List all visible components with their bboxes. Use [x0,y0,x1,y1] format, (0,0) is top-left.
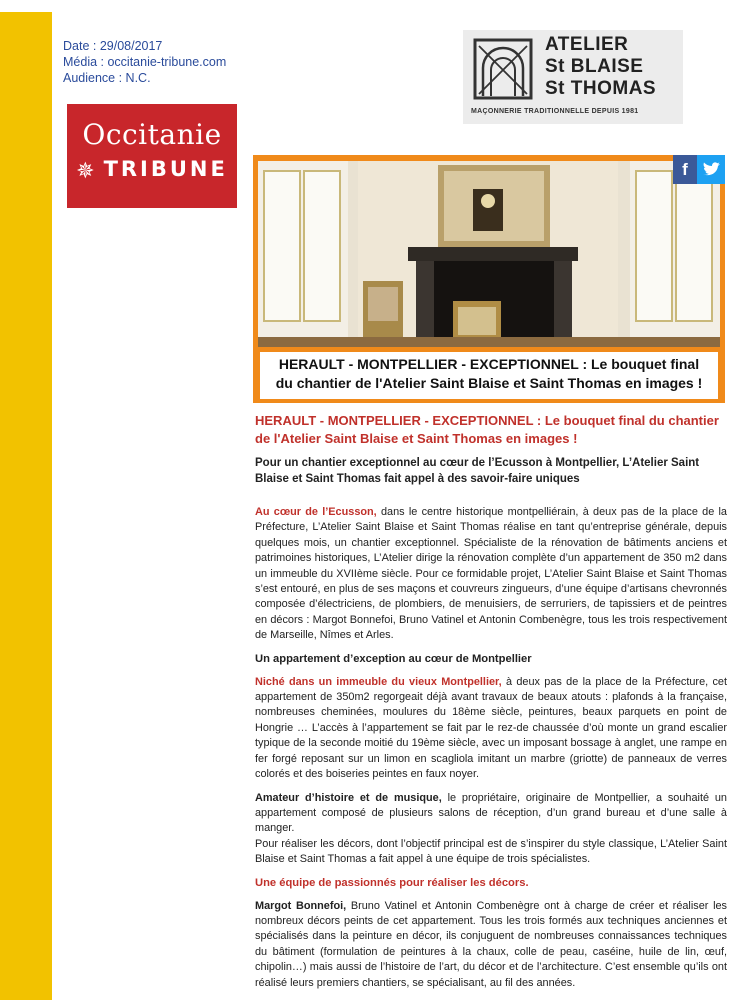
paragraph-2-text: à deux pas de la place de la Préfecture, cet appartement de 350m2 regorgeait déjà avant travaux de beaux atouts : plafonds à la française, nombreuses cheminées, moulures du 18ème siècle, peintures, beaux parquets en point de Hongrie … L’accès à l’appartement se fait par le rez-de chaussée d’où monte un grand escalier typique de la seconde moitié du 19ème siècle, avec un imposant bossage à anglet, une rampe en fer forgé reposant sur un limon en scagliola imitant un marbre (griotte) de panneaux de verres colorés et des boiseries peintes en faux noyer. [255,675,727,781]
meta-media: Média : occitanie-tribune.com [63,55,227,69]
paragraph-4-bold: Margot Bonnefoi, [255,899,347,912]
occitan-cross-icon: ✵ [76,159,98,184]
logo-occitanie-word: Occitanie [82,118,222,151]
paragraph-4 [255,899,727,991]
paragraph-3b: Pour réaliser les décors, dont l’objectif principal est de s’inspirer du style classique, L’Atelier Saint Blaise et Saint Thomas a fait appel à une équipe de trois spécialistes. [255,837,727,866]
atelier-name-2: St BLAISE [545,56,644,77]
twitter-icon[interactable] [697,155,725,184]
paragraph-1 [255,505,727,644]
logo-tribune-word: TRIBUNE [103,157,228,181]
hero-photo [258,161,720,347]
paragraph-1-highlight: Au cœur de l’Ecusson, [255,506,377,518]
paragraph-2 [255,675,727,783]
atelier-name-3: St THOMAS [545,78,657,99]
twitter-bird-icon [697,155,725,184]
paragraph-3 [255,791,727,837]
atelier-logo [463,30,683,124]
article-lead: Pour un chantier exceptionnel au cœur de l’Ecusson à Montpellier, L’Atelier Saint Blaise et Saint Thomas fait appel à des savoir-faire uniques [255,457,700,485]
article-body [255,412,727,999]
atelier-emblem-icon [473,38,533,100]
hero-caption [260,352,718,399]
subheading-1: Un appartement d’exception au cœur de Montpellier [255,652,532,665]
atelier-tagline: MAÇONNERIE TRADITIONNELLE DEPUIS 1981 [471,108,639,115]
social-share [673,155,725,184]
facebook-icon[interactable]: f [673,155,697,184]
paragraph-1-text: dans le centre historique montpelliérain, à deux pas de la place de la Préfecture, L’Atelier Saint Blaise et Saint Thomas réalise en tant qu’entreprise générale, depuis quelques mois, un chantier exceptionnel. Spécialiste de la rénovation de bâtiments anciens et patrimoines historiques, L’Atelier dirige la rénovation complète d’un appartement de 350 m2 dans un immeuble du XVIIème siècle. Pour ce formidable projet, L’Atelier Saint Blaise et Saint Thomas s’est entouré, en plus de ses maçons et couvreurs zingueurs, d’une équipe d’artisans chevronnés composée d’électriciens, de plombiers, de menuisiers, de serruriers, de tapissiers et de peintres en décors : Margot Bonnefoi, Bruno Vatinel et Antonin Combenègre, tous les trois respectivement de Marseille, Nîmes et Arles. [255,506,727,642]
paragraph-3-bold: Amateur d’histoire et de musique, [255,791,442,804]
subheading-2: Une équipe de passionnés pour réaliser les décors. [255,876,529,889]
paragraph-3-text: le propriétaire, originaire de Montpellier, a souhaité un appartement composé de plusieurs salons de réception, d’un grand bureau et d’une salle à manger. [255,791,727,835]
meta-date: Date : 29/08/2017 [63,39,163,53]
press-meta [63,38,226,86]
hero-frame [253,155,725,403]
caption-line-2: du chantier de l'Atelier Saint Blaise et Saint Thomas en images ! [275,375,703,391]
meta-audience: Audience : N.C. [63,71,151,85]
occitanie-tribune-logo [67,104,237,208]
paragraph-2-highlight: Niché dans un immeuble du vieux Montpellier, [255,675,502,688]
article-headline: HERAULT - MONTPELLIER - EXCEPTIONNEL : Le bouquet final du chantier de l'Atelier Saint Blaise et Saint Thomas en images ! [255,413,719,446]
caption-line-1: HERAULT - MONTPELLIER - EXCEPTIONNEL : Le bouquet final [278,356,700,372]
atelier-name-1: ATELIER [545,34,629,55]
sidebar-stripe [0,12,52,1000]
paragraph-4-text: Bruno Vatinel et Antonin Combenègre ont à charge de créer et réaliser les nombreux décors peints de cet appartement. Tous les trois formés aux techniques anciennes et spécialisés dans la peinture en décor, ils conjuguent de nombreuses connaissances techniques du bâtiment (formulation de peintures à la chaux, colle de peau, caséine, huile de lin, œuf, chipolin…) mais aussi de l’histoire de l’art, du décor et de l’architecture. C’est ensemble qu’ils ont réalisé leurs premiers chantiers, se spécialisant, au fil des années. [255,899,727,989]
